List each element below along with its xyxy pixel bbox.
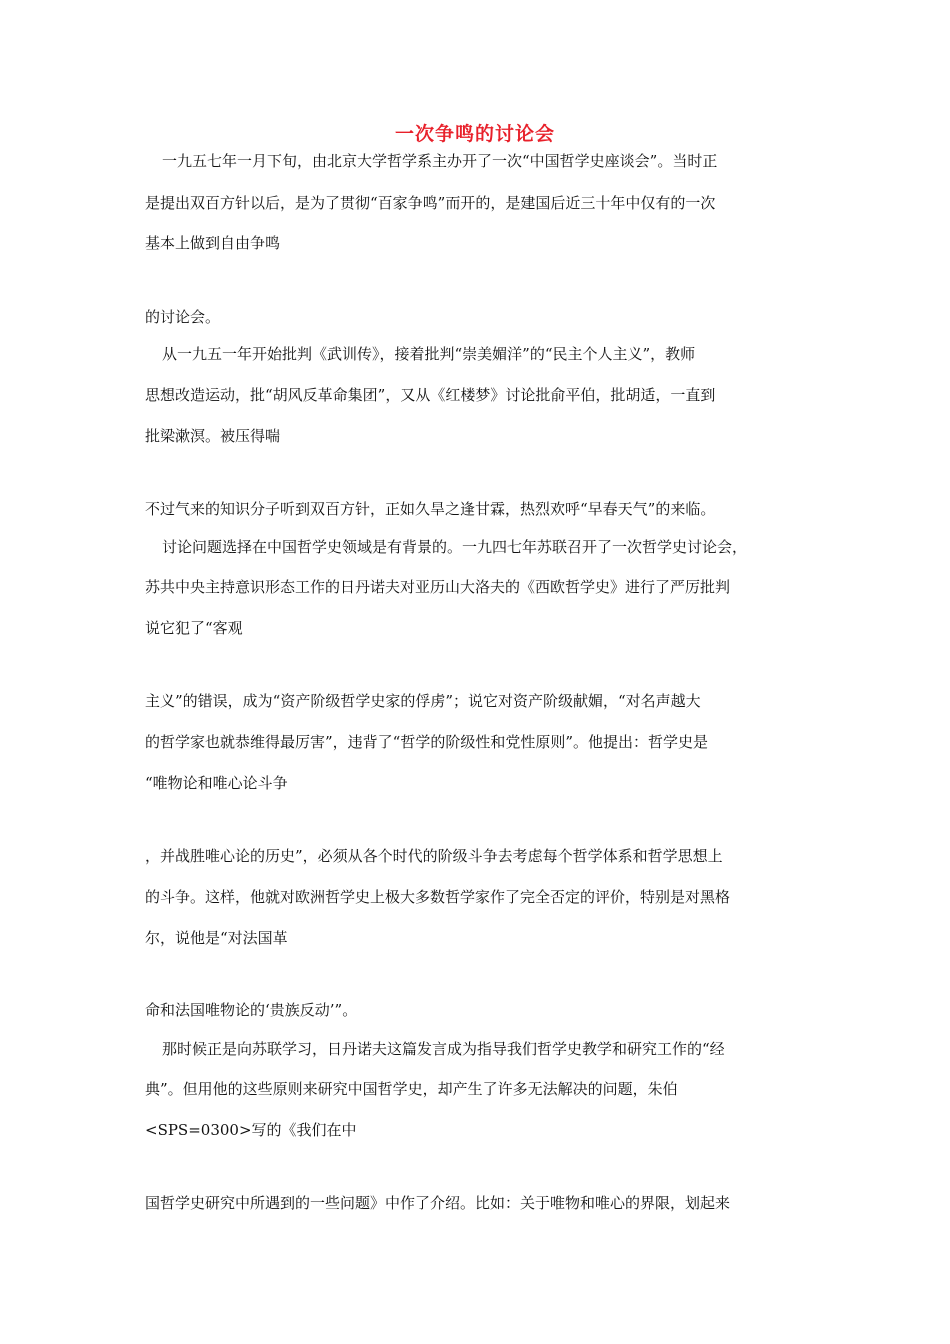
text-line: 的讨论会。 bbox=[145, 308, 221, 326]
text-line: 的哲学家也就恭维得最厉害”，违背了“哲学的阶级性和党性原则”。他提出：哲学史是 bbox=[145, 733, 709, 751]
text-line: 从一九五一年开始批判《武训传》，接着批判“崇美媚洋”的“民主个人主义”，教师 bbox=[162, 345, 696, 363]
text-line: 主义”的错误，成为“资产阶级哲学史家的俘虏”；说它对资产阶级献媚，“对名声越大 bbox=[145, 692, 701, 710]
text-line: 基本上做到自由争鸣 bbox=[145, 234, 281, 252]
text-line: 尔，说他是“对法国革 bbox=[145, 929, 288, 947]
text-line: 典”。但用他的这些原则来研究中国哲学史，却产生了许多无法解决的问题，朱伯 bbox=[145, 1080, 678, 1098]
text-line: ，并战胜唯心论的历史”，必须从各个时代的阶级斗争去考虑每个哲学体系和哲学思想上 bbox=[145, 847, 723, 865]
text-line: 苏共中央主持意识形态工作的日丹诺夫对亚历山大洛夫的《西欧哲学史》进行了严厉批判 bbox=[145, 578, 731, 596]
text-line: 一九五七年一月下旬，由北京大学哲学系主办开了一次“中国哲学史座谈会”。当时正 bbox=[162, 152, 718, 170]
text-line: 命和法国唯物论的‘贵族反动’”。 bbox=[145, 1001, 358, 1019]
text-line: 的斗争。这样，他就对欧洲哲学史上极大多数哲学家作了完全否定的评价，特别是对黑格 bbox=[145, 888, 731, 906]
text-line: “唯物论和唯心论斗争 bbox=[145, 774, 288, 792]
text-line: <SPS=0300>写的《我们在中 bbox=[145, 1121, 357, 1139]
text-line: 思想改造运动，批“胡风反革命集团”，又从《红楼梦》讨论批俞平伯，批胡适，一直到 bbox=[145, 386, 716, 404]
text-line: 批梁漱溟。被压得喘 bbox=[145, 427, 281, 445]
text-line: 是提出双百方针以后，是为了贯彻“百家争鸣”而开的，是建国后近三十年中仅有的一次 bbox=[145, 194, 716, 212]
text-line: 不过气来的知识分子听到双百方针，正如久旱之逢甘霖，热烈欢呼“早春天气”的来临。 bbox=[145, 500, 716, 518]
document-title: 一次争鸣的讨论会 bbox=[394, 123, 555, 145]
text-line: 那时候正是向苏联学习，日丹诺夫这篇发言成为指导我们哲学史教学和研究工作的“经 bbox=[162, 1040, 725, 1058]
text-line: 说它犯了“客观 bbox=[145, 619, 243, 637]
text-line: 讨论问题选择在中国哲学史领域是有背景的。一九四七年苏联召开了一次哲学史讨论会， bbox=[162, 538, 748, 556]
text-line: 国哲学史研究中所遇到的一些问题》中作了介绍。比如：关于唯物和唯心的界限，划起来 bbox=[145, 1194, 731, 1212]
